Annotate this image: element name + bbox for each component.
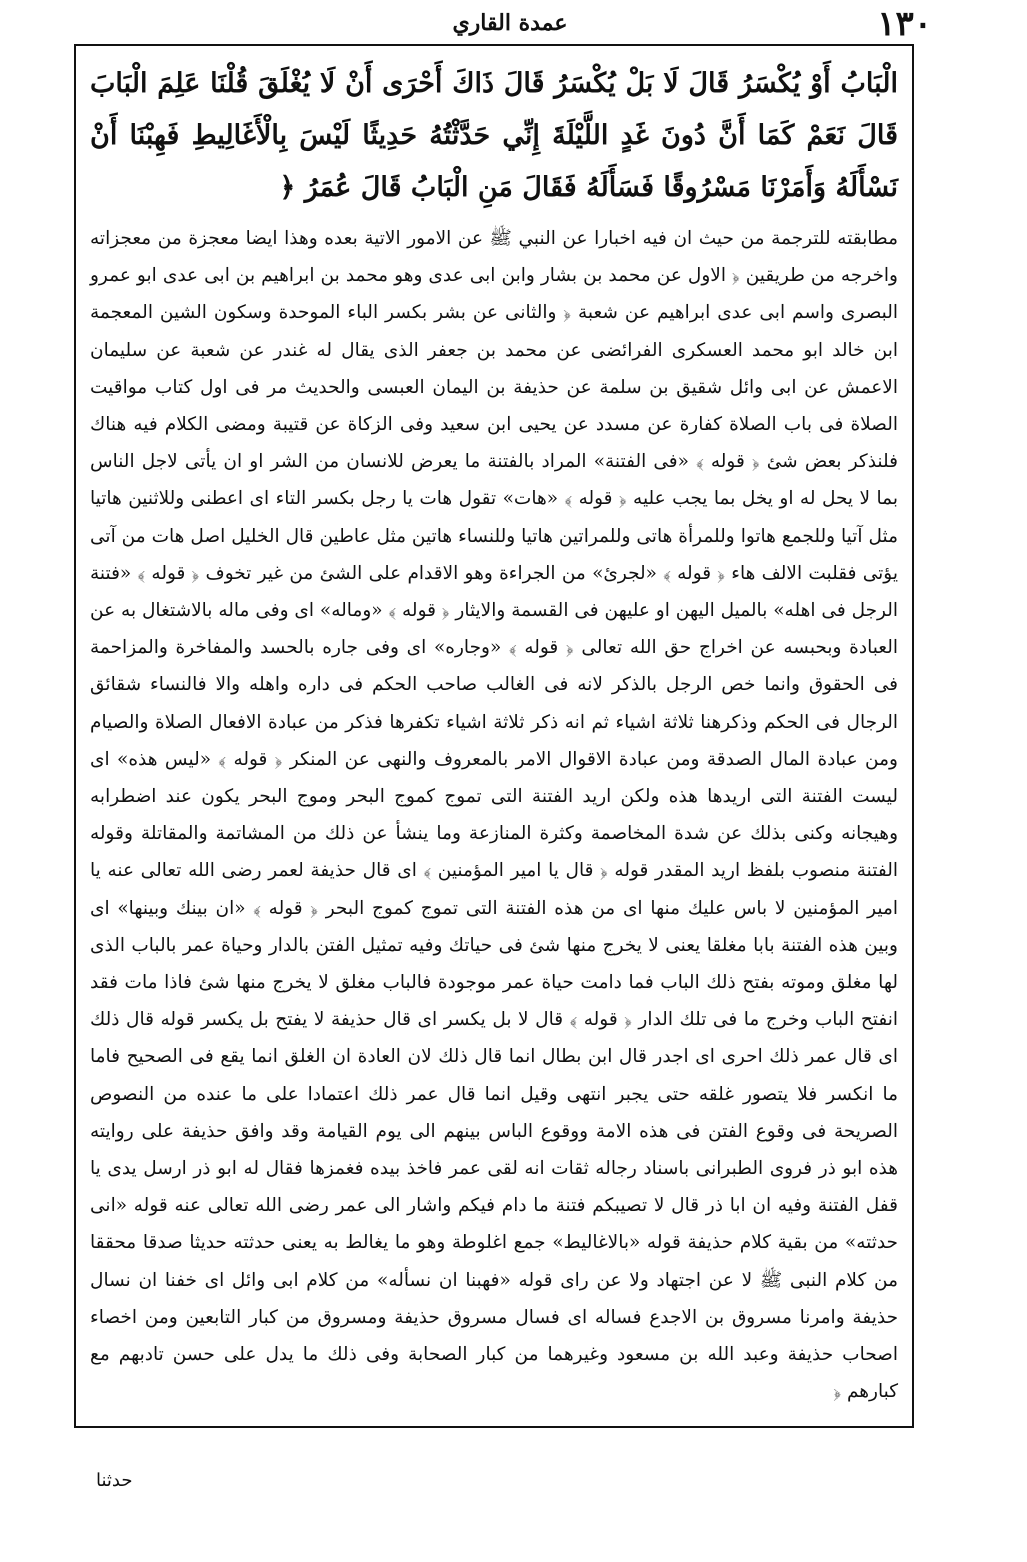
- commentary-text: مطابقته للترجمة من حيث ان فيه اخبارا عن النبي ﷺ عن الامور الاتية بعده وهذا ايضا معجزة من معجزاته واخرجه من طريقين ﴿ الاول عن محمد بن بشار وابن ابى عدى وهو محمد بن ابراهيم بن ابى عدى ابو عمرو البصرى واسم ابى عدى ابراهيم عن شعبة ﴿ والثانى عن بشر بكسر الباء الموحدة وسكون الشين المعجمة ابن خالد ابو محمد العسكرى الفرائضى عن محمد بن جعفر الذى يقال له غندر عن شعبة عن سليمان الاعمش عن ابى وائل شقيق بن سلمة عن حذيفة بن اليمان العبسى والحديث مر فى اول كتاب مواقيت الصلاة فى باب الصلاة كفارة عن مسدد عن يحيى ابن سعيد وفى الزكاة عن قتيبة ومضى الكلام فيه هناك فلنذكر بعض شئ ﴿ قوله ﴾ «فى الفتنة» المراد بالفتنة ما يعرض للانسان من الشر او ان يأتى لاجل الناس بما لا يحل له او يخل بما يجب عليه ﴿ قوله ﴾ «هات» تقول هات يا رجل بكسر التاء اى اعطنى وللاثنين هاتيا مثل آتيا وللجمع هاتوا وللمرأة هاتى وللمراتين هاتيا وللنساء هاتين مثل عاطين قال الخليل اصل هات من آتى يؤتى فقلبت الالف هاء ﴿ قوله ﴾ «لجرئ» من الجراءة وهو الاقدام على الشئ من غير تخوف ﴿ قوله ﴾ «فتنة الرجل فى اهله» بالميل اليهن او عليهن فى القسمة والايثار ﴿ قوله ﴾ «وماله» اى وفى ماله بالاشتغال به عن العبادة وبحبسه عن اخراج حق الله تعالى ﴿ قوله ﴾ «وجاره» اى وفى جاره بالحسد والمفاخرة والمزاحمة فى الحقوق وانما خص الرجل بالذكر لانه فى الغالب صاحب الحكم فى داره واهله والا فالنساء شقائق الرجال فى الحكم وذكرهنا ثلاثة اشياء ثم انه ذكر ثلاثة اشياء تكفرها فذكر من عبادة الافعال الصلاة والصيام ومن عبادة المال الصدقة ومن عبادة الاقوال الامر بالمعروف والنهى عن المنكر ﴿ قوله ﴾ «ليس هذه» اى ليست الفتنة التى اريدها هذه ولكن اريد الفتنة التى تموج كموج البحر وموج البحر يكون عند اضطرابه وهيجانه وكنى بذلك عن شدة المخاصمة وكثرة المنازعة وما ينشأ عن ذلك من المشاتمة والمقاتلة وقوله الفتنة منصوب بلفظ اريد المقدر قوله ﴿ قال يا امير المؤمنين ﴾ اى قال حذيفة لعمر رضى الله تعالى عنه يا امير المؤمنين لا باس عليك منها اى من هذه الفتنة التى تموج كموج البحر ﴿ قوله ﴾ «ان بينك وبينها» اى وبين هذه الفتنة بابا مغلقا يعنى لا يخرج منها شئ فى حياتك وفيه تمثيل الفتن بالدار وحياة عمر بالباب الذى لها مغلق وموته بفتح ذلك الباب فما دامت حياة عمر موجودة فالباب مغلق لا يخرج منها شئ فاذا مات فقد انفتح الباب وخرج ما فى تلك الدار ﴿ قوله ﴾ قال لا بل يكسر اى قال حذيفة لا يفتح بل يكسر قوله قال ذلك اى قال عمر ذلك احرى اى اجدر قال ابن بطال انما قال ذلك لان العادة ان الغلق انما يقع فى الصحيح فاما ما انكسر فلا يتصور غلقه حتى يجبر انتهى وقيل انما قال عمر ذلك اعتمادا على ما عنده من النصوص الصريحة فى وقوع الفتن فى هذه الامة ووقوع الباس بينهم الى يوم القيامة وقد وافق حذيفة على روايته هذه ابو ذر فروى الطبرانى باسناد رجاله ثقات انه لقى عمر فاخذ بيده فغمزها فقال له ابو ذر ارسل يدى يا قفل الفتنة وفيه ان ابا ذر قال لا تصيبكم فتنة ما دام فيكم واشار الى عمر رضى الله تعالى عنه قوله «انى حدثته» من بقية كلام حذيفة قوله «بالاغاليط» جمع اغلوطة وهو ما يغالط به يعنى حدثته حديثا صدقا محققا من كلام النبى ﷺ لا عن اجتهاد ولا عن راى قوله «فهبنا ان نسأله» من كلام ابى وائل اى خفنا ان نسال حذيفة وامرنا مسروق بن الاجدع فساله اى فسال مسروق حذيفة ومسروق من كبار التابعين ومن اخصاء اصحاب حذيفة وعبد الله بن مسعود وغيرهما من كبار الصحابة وفى ذلك ما يدل على حسن تادبهم مع كبارهم ﴿: [90, 228, 899, 1403]
- running-title: عمدة القاري: [452, 10, 568, 36]
- page-number: ١٣٠: [877, 4, 932, 44]
- catchword: حدثنا: [96, 1470, 133, 1491]
- hadith-text: الْبَابُ أَوْ يُكْسَرُ قَالَ لَا بَلْ يُكْسَرُ قَالَ ذَاكَ أَحْرَى أَنْ لَا يُغْلَقَ قُلْنَا عَلِمَ الْبَابَ قَالَ نَعَمْ كَمَا أَنَّ دُونَ غَدٍ اللَّيْلَةَ إِنِّي حَدَّثْتُهُ حَدِيثًا لَيْسَ بِالْأَغَالِيطِ فَهِبْنَا أَنْ نَسْأَلَهُ وَأَمَرْنَا مَسْرُوقًا فَسَأَلَهُ فَقَالَ مَنِ الْبَابُ قَالَ عُمَرُ ﴿: [90, 68, 898, 203]
- page-header: [60, 6, 960, 44]
- page-frame: [74, 44, 914, 1428]
